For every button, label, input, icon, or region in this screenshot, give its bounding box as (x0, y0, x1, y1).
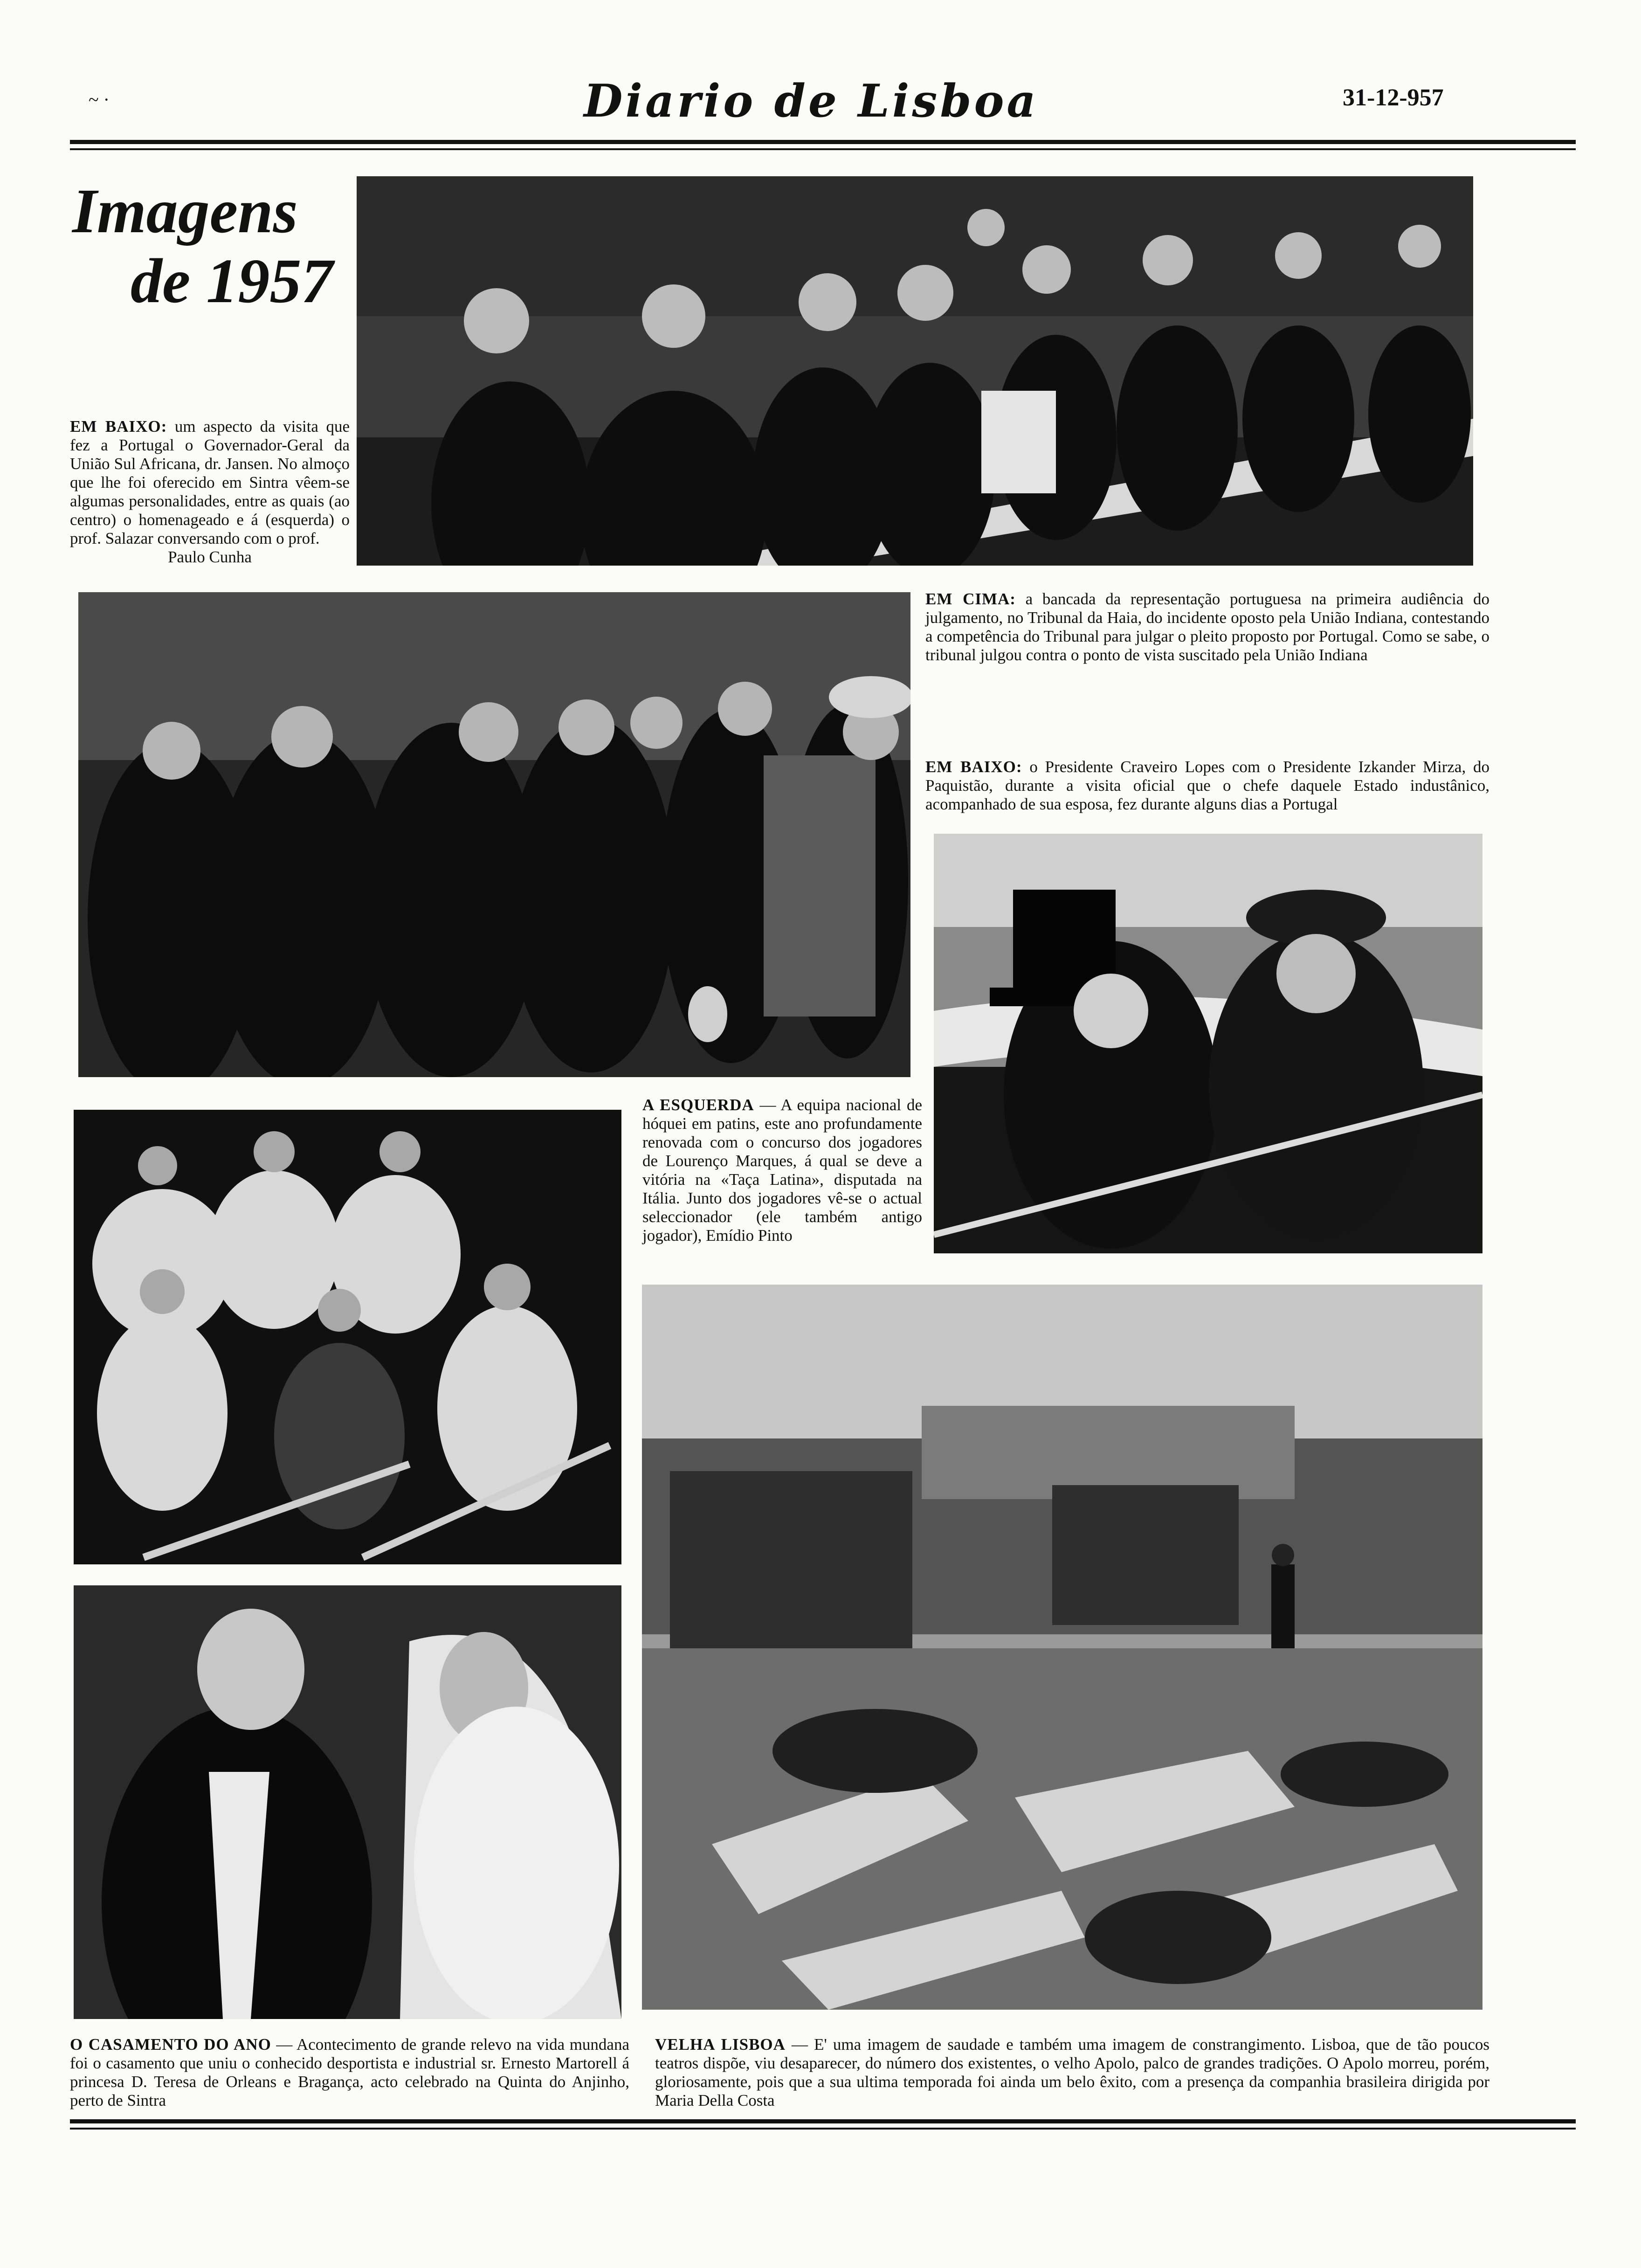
caption-text: a bancada da representação portuguesa na primeira audiência do julgamento, no Tribunal da Haia, do incidente oposto pela União Indiana, contestando a competência do Tribunal para julgar o pleito proposto por Portugal. Como se sabe, o tribunal julgou contra o ponto de vista suscitado pela União Indiana (925, 590, 1489, 664)
bottom-rule (70, 2119, 1576, 2123)
caption-lead: VELHA LISBOA (655, 2035, 786, 2054)
caption-visit-jansen (70, 417, 350, 567)
caption-tribunal-haia (925, 590, 1489, 664)
photo-velha-lisboa (642, 1285, 1482, 2010)
top-rule-thin (70, 148, 1576, 150)
caption-lead: O CASAMENTO DO ANO (70, 2035, 271, 2054)
caption-text: — E' uma imagem de saudade e também uma imagem de constrangimento. Lisboa, que de tão poucos teatros dispõe, viu desaparecer, do número dos existentes, o velho Apolo, palco de grandes tradições. O Apolo morreu, porém, gloriosamente, pois que a sua ultima temporada foi ainda um belo êxito, com a presença da companhia brasileira dirigida por Maria Della Costa (655, 2035, 1490, 2109)
caption-last-line: Paulo Cunha (168, 548, 252, 566)
caption-wedding (70, 2035, 629, 2110)
masthead-title: Diario de Lisboa (584, 75, 1039, 127)
caption-lead: EM CIMA: (925, 590, 1016, 608)
photo-presidents-car (934, 834, 1482, 1253)
photo-hockey-team (74, 1110, 621, 1564)
photo-sintra-visit (78, 592, 910, 1077)
caption-hockey (642, 1096, 922, 1245)
masthead-date: 31-12-957 (1343, 84, 1444, 111)
caption-text: o Presidente Craveiro Lopes com o Presidente Izkander Mirza, do Paquistão, durante a visita oficial que o chefe daquele Estado industânico, acompanhado de sua esposa, fez durante alguns dias a Portugal (925, 758, 1489, 813)
top-rule (70, 140, 1576, 144)
photo-tribunal-bench (357, 176, 1473, 566)
caption-velha-lisboa (655, 2035, 1489, 2110)
caption-lead: A ESQUERDA (642, 1096, 754, 1114)
caption-lead: EM BAIXO: (925, 758, 1022, 776)
caption-text: — A equipa nacional de hóquei em patins, este ano profundamente renovada com o concurso dos jogadores de Lourenço Marques, á qual se deve a vitória na «Taça Latina», disputada na Itália. Junto dos jogadores vê-se o actual seleccionador (ele também antigo jogador), Emídio Pinto (642, 1096, 922, 1245)
bottom-rule-thin (70, 2128, 1576, 2130)
corner-mark: ~ · (89, 89, 110, 110)
caption-text: um aspecto da visita que fez a Portugal o Governador-Geral da União Sul Africana, dr. Jansen. No almoço que lhe foi oferecido em Sintra vêem-se algumas personalidades, entre as quais (ao centro) o homenageado e á (esquerda) o prof. Salazar conversando com o prof. (70, 417, 350, 547)
caption-presidents (925, 758, 1489, 814)
caption-lead: EM BAIXO: (70, 417, 167, 436)
photo-wedding (74, 1585, 621, 2019)
caption-text: — Acontecimento de grande relevo na vida mundana foi o casamento que uniu o conhecido desportista e industrial sr. Ernesto Martorell á princesa D. Teresa de Orleans e Bragança, acto celebrado na Quinta do Anjinho, perto de Sintra (70, 2035, 629, 2109)
headline-line1: Imagens (72, 176, 298, 246)
headline-line2: de 1957 (131, 246, 333, 316)
